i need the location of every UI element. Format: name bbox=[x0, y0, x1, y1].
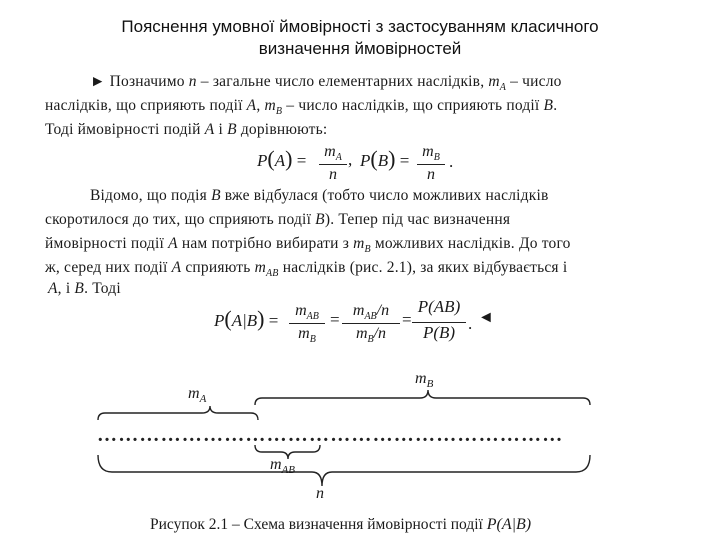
period: . bbox=[468, 314, 473, 333]
var-A: A bbox=[171, 259, 182, 276]
var-m: m bbox=[355, 325, 368, 342]
var-m: m bbox=[415, 370, 427, 387]
subscript: A bbox=[499, 82, 507, 93]
text: ► Позначимо bbox=[90, 73, 189, 90]
symbol-P: P bbox=[257, 151, 268, 170]
var-B: B bbox=[315, 211, 325, 228]
var-m: m bbox=[264, 97, 276, 114]
page-title-line-2: визначення ймовірностей bbox=[258, 39, 462, 58]
formula2-f3-num: P(AB) bbox=[417, 297, 461, 316]
text: Відомо, що подія bbox=[90, 187, 212, 204]
text: – число bbox=[506, 73, 562, 90]
var-B: B bbox=[543, 97, 554, 114]
divisor: /n bbox=[376, 302, 390, 319]
text: Тоді ймовірності подій bbox=[45, 121, 205, 138]
subscript: B bbox=[426, 378, 434, 390]
label-mA bbox=[188, 385, 206, 405]
text: сприяють bbox=[181, 259, 255, 276]
var-m: m bbox=[488, 73, 500, 90]
text: скоротилося до тих, що сприяють події bbox=[45, 211, 316, 228]
label-mAB bbox=[270, 456, 295, 476]
var-m: m bbox=[422, 143, 434, 160]
var-A: A bbox=[274, 151, 286, 170]
text: наслідків (рис. 2.1), за яких відбувається і bbox=[278, 259, 568, 276]
caption-formula: P(A|B) bbox=[486, 516, 532, 533]
var-A: A bbox=[204, 121, 215, 138]
subscript: B bbox=[275, 106, 283, 117]
symbol-P: P bbox=[360, 151, 371, 170]
var-m: m bbox=[188, 385, 200, 402]
text: ж, серед них події bbox=[45, 259, 172, 276]
text: – число наслідків, що сприяють події bbox=[282, 97, 544, 114]
formula2-lhs: P(A|B) = bbox=[214, 306, 279, 331]
text: . bbox=[553, 97, 558, 114]
text: наслідків, що сприяють події bbox=[45, 97, 247, 114]
subscript: A bbox=[199, 393, 207, 405]
var-B: B bbox=[211, 187, 221, 204]
equals-sign: = bbox=[296, 151, 307, 170]
equals-sign: = bbox=[268, 311, 279, 330]
text: , bbox=[256, 97, 265, 114]
var-n: n bbox=[188, 73, 197, 90]
text: – загальне число елементарних наслідків, bbox=[196, 73, 489, 90]
subscript: AB bbox=[306, 311, 319, 322]
conditional-arg: A|B bbox=[231, 311, 258, 330]
var-A: A bbox=[168, 235, 178, 252]
var-B: B bbox=[74, 280, 85, 297]
formula1-lhs2: P(B) = bbox=[360, 146, 410, 171]
var-m: m bbox=[254, 259, 266, 276]
text: . Тоді bbox=[84, 280, 121, 297]
brace-mA bbox=[98, 406, 258, 420]
caption-text: Рисупок 2.1 – Схема визначення ймовірності події bbox=[150, 516, 487, 533]
text: ймовірності події bbox=[45, 235, 169, 252]
label-n: n bbox=[316, 485, 324, 502]
comma: , bbox=[348, 150, 353, 169]
subscript: B bbox=[364, 244, 371, 255]
var-m: m bbox=[298, 325, 310, 342]
equals-sign: = bbox=[330, 310, 340, 329]
subscript: AB bbox=[281, 464, 296, 476]
var-B: B bbox=[377, 151, 389, 170]
brace-mB bbox=[255, 390, 590, 405]
subscript: AB bbox=[266, 268, 279, 279]
var-m: m bbox=[353, 235, 365, 252]
text: вже відбулася (тобто число можливих наслідків bbox=[220, 187, 549, 204]
var-m: m bbox=[295, 302, 307, 319]
formula1-den2: n bbox=[427, 166, 435, 183]
subscript: B bbox=[367, 334, 374, 345]
symbol-P: P bbox=[214, 311, 225, 330]
formula2-f3-den: P(B) bbox=[422, 323, 456, 342]
text: і bbox=[214, 121, 228, 138]
text: можливих наслідків. До того bbox=[370, 235, 571, 252]
var-m: m bbox=[324, 143, 336, 160]
outcomes-dots: ………………………………………………………… bbox=[97, 424, 564, 446]
subscript: B bbox=[433, 152, 440, 163]
text: ). Тепер під час визначення bbox=[324, 211, 511, 228]
var-A: A bbox=[246, 97, 257, 114]
period: . bbox=[449, 152, 454, 171]
brace-n bbox=[98, 455, 590, 486]
formula1-den1: n bbox=[329, 166, 337, 183]
var-B: B bbox=[227, 121, 237, 138]
divisor: /n bbox=[373, 325, 387, 342]
equals-sign: = bbox=[399, 151, 410, 170]
figure-caption bbox=[150, 516, 531, 534]
text: нам потрібно вибирати з bbox=[177, 235, 354, 252]
label-mB bbox=[415, 370, 433, 390]
page-title-line-1: Пояснення умовної ймовірності з застосуванням класичного bbox=[121, 17, 599, 36]
end-of-proof-marker: ◄ bbox=[478, 309, 494, 326]
text: дорівнюють: bbox=[236, 121, 328, 138]
subscript: AB bbox=[364, 311, 377, 322]
formula1-lhs1: P(A) = bbox=[257, 146, 307, 171]
equals-sign: = bbox=[402, 310, 412, 329]
subscript: A bbox=[335, 152, 342, 163]
var-A: A bbox=[48, 280, 58, 297]
var-m: m bbox=[352, 302, 365, 319]
var-m: m bbox=[270, 456, 282, 473]
subscript: B bbox=[309, 334, 316, 345]
text: , і bbox=[57, 280, 75, 297]
